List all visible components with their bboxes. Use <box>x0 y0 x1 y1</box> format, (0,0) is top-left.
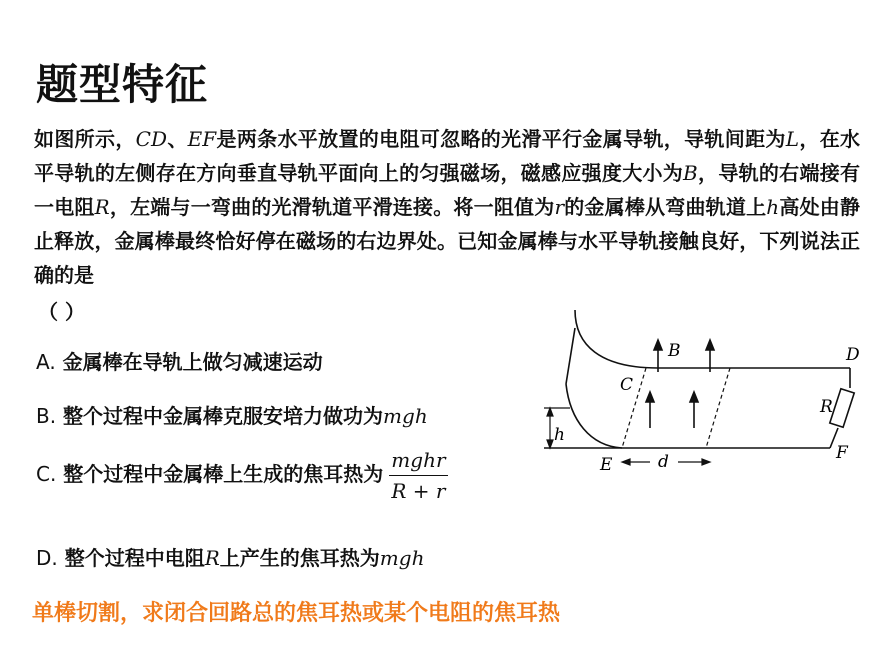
height-arrow-head <box>547 440 553 448</box>
symbol-h: h <box>766 195 780 219</box>
field-arrow-head <box>690 392 698 402</box>
label-f: F <box>836 443 848 463</box>
option-text: 整个过程中金属棒上生成的焦耳热为 <box>56 462 384 486</box>
symbol-r-resistor: R <box>94 195 110 219</box>
page-title: 题型特征 <box>36 60 209 109</box>
curved-track-edge <box>566 328 575 384</box>
option-text: 上产生的焦耳热为 <box>219 546 380 570</box>
option-math: mgh <box>379 546 425 570</box>
label-r: R <box>820 397 833 417</box>
problem-text: 的金属棒从弯曲轨道上 <box>564 195 767 219</box>
option-math: R <box>204 546 220 570</box>
rail-diagram <box>530 300 870 480</box>
footer-summary: 单棒切割，求闭合回路总的焦耳热或某个电阻的焦耳热 <box>32 601 561 626</box>
fraction-denominator: R + r <box>391 479 446 503</box>
symbol-r-rod: r <box>554 195 565 219</box>
symbol-cd: CD <box>135 127 167 151</box>
symbol-l: L <box>785 127 800 151</box>
option-text: 整个过程中电阻 <box>57 546 205 570</box>
label-b: B <box>668 341 681 361</box>
distance-arrow-head <box>702 459 710 465</box>
problem-text: 是两条水平放置的电阻可忽略的光滑平行金属导轨，导轨间距为 <box>216 127 786 151</box>
answer-blank: （ ） <box>38 300 85 324</box>
problem-text: ，导轨的右端接有一电阻 <box>34 161 861 219</box>
symbol-ef: EF <box>187 127 217 151</box>
option-d[interactable] <box>36 542 424 571</box>
curved-track-front <box>566 384 622 448</box>
option-letter: C. <box>36 462 57 486</box>
fraction <box>389 448 447 503</box>
option-letter: A. <box>36 350 56 374</box>
label-d: D <box>846 345 860 365</box>
option-c[interactable] <box>36 448 448 503</box>
option-b[interactable] <box>36 400 428 429</box>
option-a[interactable] <box>36 346 323 375</box>
field-arrow-head <box>654 340 662 350</box>
option-math: mgh <box>383 404 428 428</box>
field-arrow-head <box>646 392 654 402</box>
field-boundary-right <box>706 368 730 448</box>
label-e: E <box>600 455 613 475</box>
option-letter: D. <box>36 546 58 570</box>
option-text: 金属棒在导轨上做匀减速运动 <box>55 350 323 374</box>
option-text: 整个过程中金属棒克服安培力做功为 <box>56 404 384 428</box>
resistor <box>830 389 854 428</box>
problem-text: 高处由静止释放，金属棒最终恰好停在磁场的右边界处。已知金属棒与水平导轨接触良好，下列说法正确的是 <box>34 195 861 287</box>
field-arrow-head <box>706 340 714 350</box>
fraction-numerator: mghr <box>389 448 447 476</box>
problem-statement <box>34 122 860 292</box>
problem-text: ，左端与一弯曲的光滑轨道平滑连接。将一阻值为 <box>109 195 555 219</box>
symbol-b: B <box>683 161 698 185</box>
option-letter: B. <box>36 404 57 428</box>
height-arrow-head <box>547 408 553 416</box>
label-h: h <box>554 425 565 445</box>
curved-track-back <box>575 310 658 368</box>
distance-arrow-head <box>622 459 630 465</box>
problem-text: 如图所示， <box>34 127 136 151</box>
problem-text: 、 <box>167 127 188 151</box>
problem-text: ，在水平导轨的左侧存在方向垂直导轨平面向上的匀强磁场，磁感应强度大小为 <box>34 127 861 185</box>
label-c: C <box>620 375 634 395</box>
label-d-distance: d <box>658 452 669 472</box>
